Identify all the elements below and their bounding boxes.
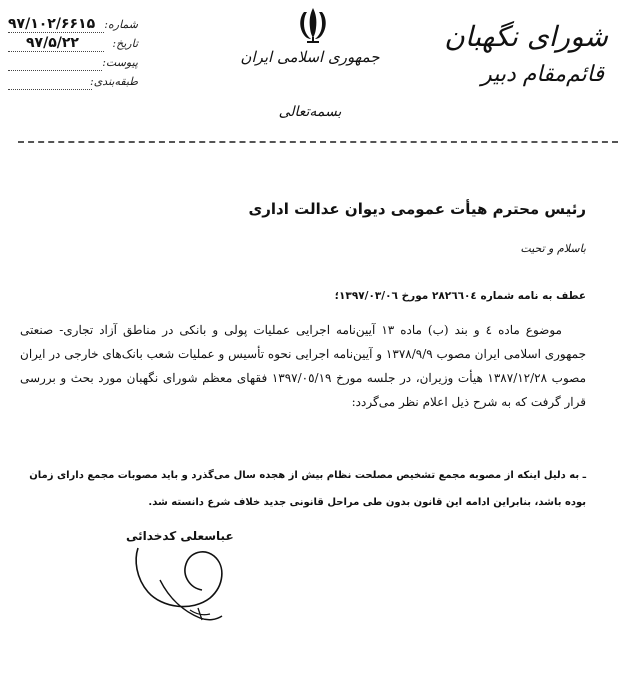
meta-date-label: تاریخ: (112, 37, 138, 50)
main-paragraph (20, 318, 586, 414)
meta-date-line (8, 51, 104, 52)
header-divider (18, 141, 618, 143)
republic-name: جمهوری اسلامی ایران (240, 48, 380, 66)
meta-date-row (8, 37, 138, 56)
council-title: شورای نگهبان (444, 20, 608, 53)
signer-name: عباسعلی کدخدائی (126, 529, 234, 543)
reference-line: عطف به نامه شماره ٢٨٢٦٦٠٤ مورخ ١٣٩٧/٠٣/٠٦؛ (334, 290, 586, 302)
meta-number-line (8, 32, 104, 33)
bismillah: بسمه‌تعالی (278, 104, 342, 120)
greeting: باسلام و تحیت (520, 242, 586, 255)
meta-attachment-line (8, 70, 102, 71)
handwritten-signature (130, 540, 240, 625)
opinion-paragraph: ـ به دلیل اینکه از مصوبه مجمع تشخیص مصلحت نظام بیش از هجده سال می‌گذرد و باید مصوبات مجمع دارای زمان بوده باشد، بنابراین ادامه این قانون بدون طی مراحل قانونی جدید خلاف شرع دانسته شد. (29, 470, 586, 508)
meta-date-value: ۹۷/۵/۲۲ (26, 35, 79, 51)
recipient-line: رئیس محترم هیأت عمومی دیوان عدالت اداری (248, 200, 586, 218)
meta-classification-label: طبقه‌بندی: (89, 75, 138, 88)
meta-attachment-row (8, 56, 138, 75)
meta-classification-line (8, 89, 92, 90)
iran-emblem-icon (295, 6, 331, 44)
meta-number-label: شماره: (104, 18, 138, 31)
letter-meta (8, 18, 138, 94)
meta-attachment-label: پیوست: (102, 56, 138, 69)
main-paragraph-text: موضوع ماده ٤ و بند (ب) ماده ١٣ آیین‌نامه اجرایی عملیات پولی و بانکی در مناطق آزاد تجاری- صنعتی جمهوری اسلامی ایران مصوب ١٣٧٨/٩/٩ و آیین‌نامه اجرایی نحوه تأسیس و عملیات شعب بانک‌های خارجی در ایران مصوب ١٣٨٧/١٢/٢٨ هیأت وزیران، در جلسه مورخ ١٣٩٧/٠٥/١٩ فقهای معظم شورای نگهبان مورد بحث و بررسی قرار گرفت که به شرح ذیل اعلام نظر می‌گردد: (20, 323, 586, 409)
deputy-title: قائم‌مقام دبیر (481, 62, 604, 87)
meta-number-value: ۹۷/۱۰۲/۶۶۱۵ (8, 16, 96, 32)
meta-classification-row (8, 75, 138, 94)
